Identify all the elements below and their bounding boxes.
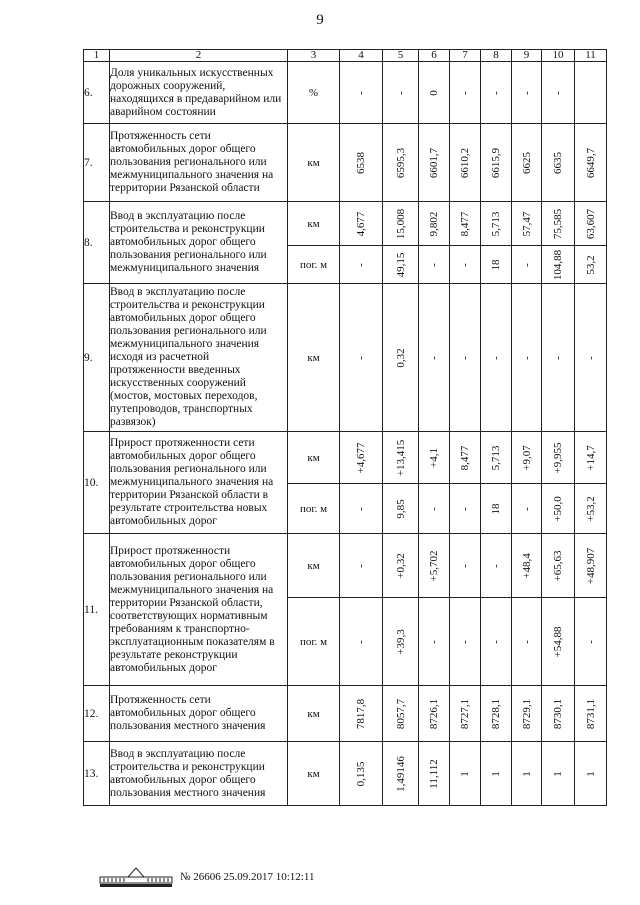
value-text: +50,0 [552, 495, 564, 522]
value-text: 9,85 [394, 498, 407, 519]
value-text: - [520, 90, 533, 95]
value-cell [575, 598, 607, 686]
value-cell [481, 432, 512, 484]
value-text: - [355, 262, 367, 267]
value-text: 5,713 [490, 211, 502, 236]
value-text: 8,477 [459, 211, 471, 236]
value-cell [340, 686, 383, 742]
value-cell [383, 534, 419, 598]
header-cell: 10 [542, 50, 575, 62]
value-text: 6649,7 [584, 147, 597, 178]
value-cell [340, 534, 383, 598]
value-cell [481, 484, 512, 534]
value-text: +0,32 [394, 552, 407, 579]
value-text: +13,415 [394, 439, 407, 476]
unit-cell: пог. м [288, 246, 340, 284]
value-cell [383, 484, 419, 534]
value-cell [512, 284, 542, 432]
value-text: 49,15 [394, 252, 407, 277]
value-text: 18 [490, 503, 502, 514]
value-text: 6601,7 [428, 147, 440, 178]
value-text: 6625 [520, 151, 533, 174]
header-cell: 3 [288, 50, 340, 62]
value-cell [383, 686, 419, 742]
value-cell [419, 686, 450, 742]
value-text: 8,477 [459, 445, 471, 470]
value-text: 1 [490, 770, 502, 777]
value-text: - [355, 639, 367, 644]
building-stamp-icon [98, 866, 174, 888]
value-cell [512, 202, 542, 246]
header-cell: 6 [419, 50, 450, 62]
value-cell [481, 284, 512, 432]
value-cell [340, 62, 383, 124]
value-text: - [552, 355, 564, 360]
value-text: 57,47 [520, 211, 533, 236]
table-row [84, 686, 607, 742]
value-cell [450, 124, 481, 202]
row-number: 10. [84, 432, 110, 534]
value-text: 63,607 [584, 208, 597, 239]
value-cell [542, 686, 575, 742]
value-cell [481, 202, 512, 246]
value-cell [383, 124, 419, 202]
value-cell [481, 686, 512, 742]
value-cell [575, 124, 607, 202]
value-cell [575, 484, 607, 534]
value-cell [450, 62, 481, 124]
value-text: +9,955 [552, 442, 564, 473]
value-text: 8728,1 [490, 698, 502, 729]
value-text: +53,2 [584, 495, 597, 522]
value-cell [512, 598, 542, 686]
value-text: - [490, 639, 502, 644]
unit-cell: км [288, 686, 340, 742]
value-text: - [490, 90, 502, 95]
value-cell [340, 742, 383, 806]
row-number: 9. [84, 284, 110, 432]
value-text: +48,907 [584, 547, 597, 584]
table-row [84, 284, 607, 432]
value-text: 6615,9 [490, 147, 502, 178]
registration-number: № 26606 25.09.2017 10:12:11 [180, 871, 315, 883]
value-text: - [520, 262, 533, 267]
value-cell [450, 432, 481, 484]
value-cell [481, 534, 512, 598]
value-cell [340, 284, 383, 432]
value-text: +4,1 [428, 447, 440, 468]
value-cell [512, 534, 542, 598]
value-text: 6595,3 [394, 147, 407, 178]
value-text: 1 [520, 770, 533, 777]
value-text: 104,88 [552, 249, 564, 280]
value-text: - [428, 262, 440, 267]
value-text: 1 [459, 770, 471, 777]
value-text: +5,702 [428, 550, 440, 581]
value-cell [542, 124, 575, 202]
indicator-name: Протяженность сети автомобильных дорог общего пользования регионального или межмуниципального значения на территории Рязанской области [110, 124, 288, 202]
value-text: - [459, 506, 471, 511]
value-text: 18 [490, 259, 502, 270]
value-cell [450, 202, 481, 246]
row-number: 11. [84, 534, 110, 686]
value-text: - [459, 90, 471, 95]
value-text: 4,677 [355, 211, 367, 236]
value-text: 8057,7 [394, 698, 407, 729]
value-cell [450, 686, 481, 742]
value-cell [512, 62, 542, 124]
value-cell [340, 432, 383, 484]
value-text: 0 [428, 89, 440, 96]
value-cell [450, 534, 481, 598]
table-row [84, 62, 607, 124]
value-text: 1 [552, 770, 564, 777]
value-text: - [552, 90, 564, 95]
value-text: 0,32 [394, 347, 407, 368]
value-text: 8727,1 [459, 698, 471, 729]
value-cell [419, 598, 450, 686]
unit-cell: пог. м [288, 598, 340, 686]
value-cell [481, 124, 512, 202]
header-cell: 9 [512, 50, 542, 62]
value-text: 1 [584, 770, 597, 777]
value-text: - [428, 639, 440, 644]
table-row [84, 124, 607, 202]
value-cell [419, 742, 450, 806]
value-cell [419, 284, 450, 432]
row-number: 13. [84, 742, 110, 806]
value-cell [575, 202, 607, 246]
value-text: 6610,2 [459, 147, 471, 178]
value-text: 75,585 [552, 208, 564, 239]
indicator-name: Прирост протяженности автомобильных дорог общего пользования регионального или межмуниципального значения на территории Рязанской области, соответствующих нормативным требованиям к транспортно-эксплуатационным показателям в результате реконструкции автомобильных дорог [110, 534, 288, 686]
value-text: +39,3 [394, 628, 407, 655]
value-text: 8731,1 [584, 698, 597, 729]
value-text: - [584, 639, 597, 644]
value-cell [542, 62, 575, 124]
value-text: - [459, 262, 471, 267]
value-cell [542, 202, 575, 246]
value-cell [340, 246, 383, 284]
value-cell [481, 62, 512, 124]
value-text: 8726,1 [428, 698, 440, 729]
value-text: - [394, 90, 407, 95]
table-row [84, 202, 607, 246]
table-header-row [84, 50, 607, 62]
value-cell [512, 742, 542, 806]
header-cell: 5 [383, 50, 419, 62]
indicator-name: Протяженность сети автомобильных дорог общего пользования местного значения [110, 686, 288, 742]
value-text: - [459, 639, 471, 644]
value-cell [450, 598, 481, 686]
row-number: 6. [84, 62, 110, 124]
indicator-name: Доля уникальных искусственных дорожных сооружений, находящихся в предаварийном или аварийном состоянии [110, 62, 288, 124]
value-cell [542, 484, 575, 534]
value-cell [512, 686, 542, 742]
value-cell [575, 686, 607, 742]
value-cell [512, 124, 542, 202]
value-text: - [459, 355, 471, 360]
value-text: - [355, 563, 367, 568]
value-text: - [520, 639, 533, 644]
value-text: 9,802 [428, 211, 440, 236]
value-cell [340, 484, 383, 534]
value-text: 53,2 [584, 254, 597, 275]
value-text: +4,677 [355, 442, 367, 473]
value-text: 6635 [552, 151, 564, 174]
unit-cell: км [288, 742, 340, 806]
value-text: +65,63 [552, 550, 564, 581]
value-cell [575, 284, 607, 432]
value-cell [340, 202, 383, 246]
indicators-table [83, 49, 607, 806]
value-cell [340, 124, 383, 202]
value-cell [419, 62, 450, 124]
value-cell [419, 246, 450, 284]
value-text: +9,07 [520, 444, 533, 471]
value-text: 8730,1 [552, 698, 564, 729]
value-cell [419, 124, 450, 202]
value-cell [542, 246, 575, 284]
header-cell: 7 [450, 50, 481, 62]
value-text: 11,112 [428, 758, 440, 789]
header-cell: 1 [84, 50, 110, 62]
value-text: - [355, 506, 367, 511]
value-cell [383, 202, 419, 246]
indicator-name: Ввод в эксплуатацию после строительства и реконструкции автомобильных дорог общего пользования регионального или межмуниципального значения исходя из расчетной протяженности введенных искусственных сооружений (мостов, мостовых переходов, путепроводов, транспортных развязок) [110, 284, 288, 432]
value-cell [481, 246, 512, 284]
value-cell [575, 246, 607, 284]
value-cell [383, 62, 419, 124]
value-cell [383, 284, 419, 432]
value-cell [512, 432, 542, 484]
value-text: 15,008 [394, 208, 407, 239]
value-cell [575, 534, 607, 598]
value-text: - [355, 90, 367, 95]
value-text: 5,713 [490, 445, 502, 470]
unit-cell: км [288, 432, 340, 484]
value-cell [383, 598, 419, 686]
value-cell [383, 246, 419, 284]
row-number: 12. [84, 686, 110, 742]
value-cell [419, 432, 450, 484]
value-cell [450, 484, 481, 534]
unit-cell: км [288, 534, 340, 598]
unit-cell: км [288, 124, 340, 202]
indicator-name: Ввод в эксплуатацию после строительства и реконструкции автомобильных дорог общего пользования местного значения [110, 742, 288, 806]
value-cell [481, 742, 512, 806]
value-cell [575, 742, 607, 806]
value-text: - [490, 563, 502, 568]
value-cell [542, 742, 575, 806]
value-text: 0,135 [355, 761, 367, 786]
value-cell [575, 432, 607, 484]
indicator-name: Ввод в эксплуатацию после строительства и реконструкции автомобильных дорог общего пользования регионального или межмуниципального значения [110, 202, 288, 284]
row-number: 7. [84, 124, 110, 202]
value-text: - [584, 355, 597, 360]
value-cell [542, 432, 575, 484]
value-cell [575, 62, 607, 124]
value-text: 8729,1 [520, 698, 533, 729]
value-text: - [520, 506, 533, 511]
header-cell: 4 [340, 50, 383, 62]
value-cell [419, 484, 450, 534]
value-cell [419, 534, 450, 598]
value-cell [383, 432, 419, 484]
value-cell [450, 246, 481, 284]
indicator-name: Прирост протяженности сети автомобильных дорог общего пользования регионального или межмуниципального значения на территории Рязанской области в результате строительства новых автомобильных дорог [110, 432, 288, 534]
header-cell: 8 [481, 50, 512, 62]
unit-cell: км [288, 202, 340, 246]
value-text: 1,49146 [394, 755, 407, 792]
unit-cell: км [288, 284, 340, 432]
value-text: 6538 [355, 151, 367, 174]
value-text: - [490, 355, 502, 360]
value-cell [450, 284, 481, 432]
value-cell [542, 598, 575, 686]
value-cell [512, 246, 542, 284]
value-cell [512, 484, 542, 534]
value-text: - [428, 506, 440, 511]
value-cell [542, 284, 575, 432]
header-cell: 11 [575, 50, 607, 62]
value-text: +14,7 [584, 444, 597, 471]
table-row [84, 432, 607, 484]
value-text: - [428, 355, 440, 360]
value-cell [383, 742, 419, 806]
page-number: 9 [316, 12, 324, 28]
value-cell [340, 598, 383, 686]
value-cell [481, 598, 512, 686]
value-text: - [520, 355, 533, 360]
table-row [84, 742, 607, 806]
value-cell [542, 534, 575, 598]
value-text: +48,4 [520, 552, 533, 579]
value-text: - [459, 563, 471, 568]
unit-cell: пог. м [288, 484, 340, 534]
unit-cell: % [288, 62, 340, 124]
row-number: 8. [84, 202, 110, 284]
table-row [84, 534, 607, 598]
header-cell: 2 [110, 50, 288, 62]
value-cell [419, 202, 450, 246]
value-text: - [355, 355, 367, 360]
value-cell [450, 742, 481, 806]
value-text: +54,88 [552, 626, 564, 657]
value-text: 7817,8 [355, 698, 367, 729]
